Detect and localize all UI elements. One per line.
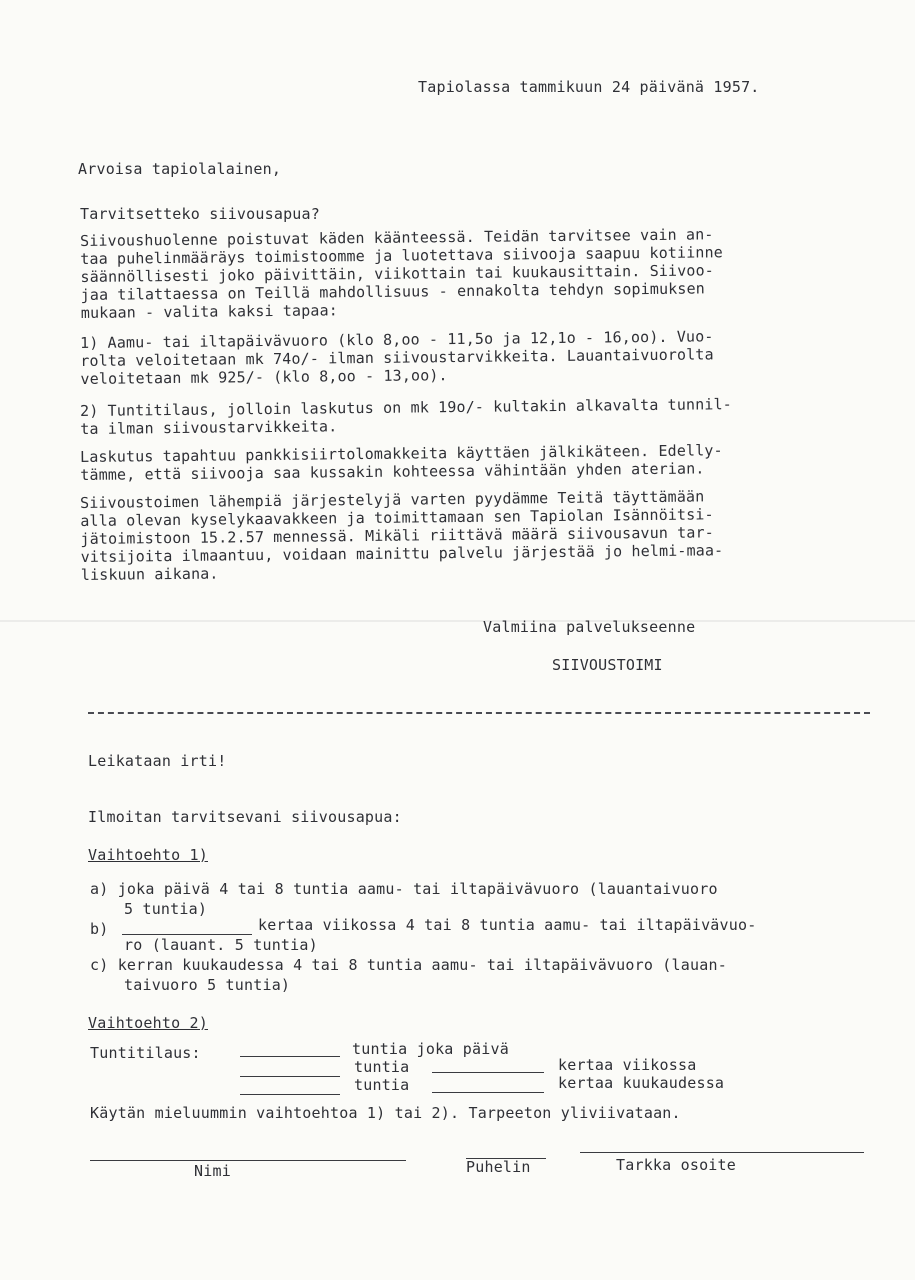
text-line: ta ilman siivoustarvikkeita. [80, 417, 338, 438]
text-line: tämme, että siivooja saa kussakin kohteessa vähintään yhden aterian. [80, 459, 705, 484]
text-line: 1) Aamu- tai iltapäivävuoro (klo 8,oo - 11,5o ja 12,1o - 16,oo). Vuo- [80, 327, 714, 352]
greeting: Arvoisa tapiolalainen, [78, 160, 282, 178]
paper-fold [0, 620, 915, 622]
date-line: Tapiolassa tammikuun 24 päivänä 1957. [418, 78, 760, 96]
text-line: alla olevan kyselykaavakkeen ja toimittamaan sen Tapiolan Isännöitsi- [80, 505, 714, 530]
text-line: Laskutus tapahtuu pankkisiirtolomakkeita käyttäen jälkikäteen. Edelly- [80, 441, 723, 466]
alt1-option-b-blank[interactable] [122, 934, 252, 935]
phone-label: Puhelin [466, 1158, 531, 1176]
hours-daily-blank[interactable] [240, 1056, 340, 1057]
cut-label: Leikataan irti! [88, 752, 227, 770]
alt1-option-c-line1: c) kerran kuukaudessa 4 tai 8 tuntia aamu- tai iltapäivävuoro (lauan- [90, 956, 727, 974]
text-line: liskuun aikana. [80, 564, 219, 584]
text-line: jaa tilattaessa on Teillä mahdollisuus - ennakolta tehdyn sopimuksen [80, 279, 706, 304]
text-line: mukaan - valita kaksi tapaa: [80, 301, 338, 322]
times-monthly-blank[interactable] [432, 1092, 544, 1093]
row2-suffix: kertaa viikossa [558, 1056, 697, 1074]
address-blank[interactable] [580, 1152, 864, 1153]
preference-line: Käytän mieluummin vaihtoehtoa 1) tai 2). Tarpeeton yliviivataan. [90, 1104, 681, 1122]
text-line: taa puhelinmääräys toimistoomme ja luotettava siivooja saapuu kotiinne [80, 243, 723, 268]
alt1-option-b-prefix: b) [90, 920, 109, 938]
alt1-option-a-line1: a) joka päivä 4 tai 8 tuntia aamu- tai iltapäivävuoro (lauantaivuoro [90, 880, 718, 898]
name-blank[interactable] [90, 1160, 406, 1161]
text-line: säännöllisesti joko päivittäin, viikottain tai kuukausittain. Siivoo- [80, 261, 715, 286]
text-line: 2) Tuntitilaus, jolloin laskutus on mk 19o/- kultakin alkavalta tunnil- [80, 395, 732, 420]
option-2-paragraph [80, 394, 880, 438]
row2-text: tuntia [354, 1058, 410, 1076]
row3-text: tuntia [354, 1076, 410, 1094]
option-1-paragraph [80, 326, 881, 388]
form-intro: Ilmoitan tarvitsevani siivousapua: [88, 808, 402, 826]
row3-suffix: kertaa kuukaudessa [558, 1074, 725, 1092]
billing-paragraph [80, 440, 880, 484]
text-line: Siivoustoimen lähempiä järjestelyjä varten pyydämme Teitä täyttämään [80, 487, 705, 512]
alt1-option-c-line2: taivuoro 5 tuntia) [124, 976, 291, 994]
signature: SIIVOUSTOIMI [552, 656, 663, 674]
name-label: Nimi [194, 1162, 231, 1180]
instructions-paragraph [80, 486, 881, 584]
hours-weekly-blank[interactable] [240, 1076, 340, 1077]
text-line: vitsijoita ilmaantuu, voidaan mainittu palvelu järjestää jo helmi-maa- [80, 541, 724, 566]
text-line: rolta veloitetaan mk 74o/- ilman siivoustarvikkeita. Lauantaivuorolta [80, 345, 714, 370]
cut-line [88, 712, 870, 714]
tuntitilaus-label: Tuntitilaus: [90, 1044, 201, 1062]
alt1-option-b-text: kertaa viikossa 4 tai 8 tuntia aamu- tai iltapäivävuo- [258, 916, 757, 934]
alternative-1-heading: Vaihtoehto 1) [88, 846, 208, 864]
times-weekly-blank[interactable] [432, 1072, 544, 1073]
text-line: veloitetaan mk 925/- (klo 8,oo - 13,oo). [80, 366, 448, 388]
alternative-2-heading: Vaihtoehto 2) [88, 1014, 208, 1032]
alt1-option-a-line2: 5 tuntia) [124, 900, 208, 918]
text-line: jätoimistoon 15.2.57 mennessä. Mikäli riittävä määrä siivousavun tar- [80, 523, 715, 548]
paragraph-intro [80, 224, 881, 322]
hours-monthly-blank[interactable] [240, 1094, 340, 1095]
address-label: Tarkka osoite [616, 1156, 736, 1174]
closing-phrase: Valmiina palvelukseenne [483, 618, 696, 636]
question-heading: Tarvitsetteko siivousapua? [80, 205, 320, 223]
alt1-option-b-line2: ro (lauant. 5 tuntia) [124, 936, 318, 954]
row1-text: tuntia joka päivä [352, 1040, 509, 1058]
text-line: Siivoushuolenne poistuvat käden käänteessä. Teidän tarvitsee vain an- [80, 225, 714, 250]
